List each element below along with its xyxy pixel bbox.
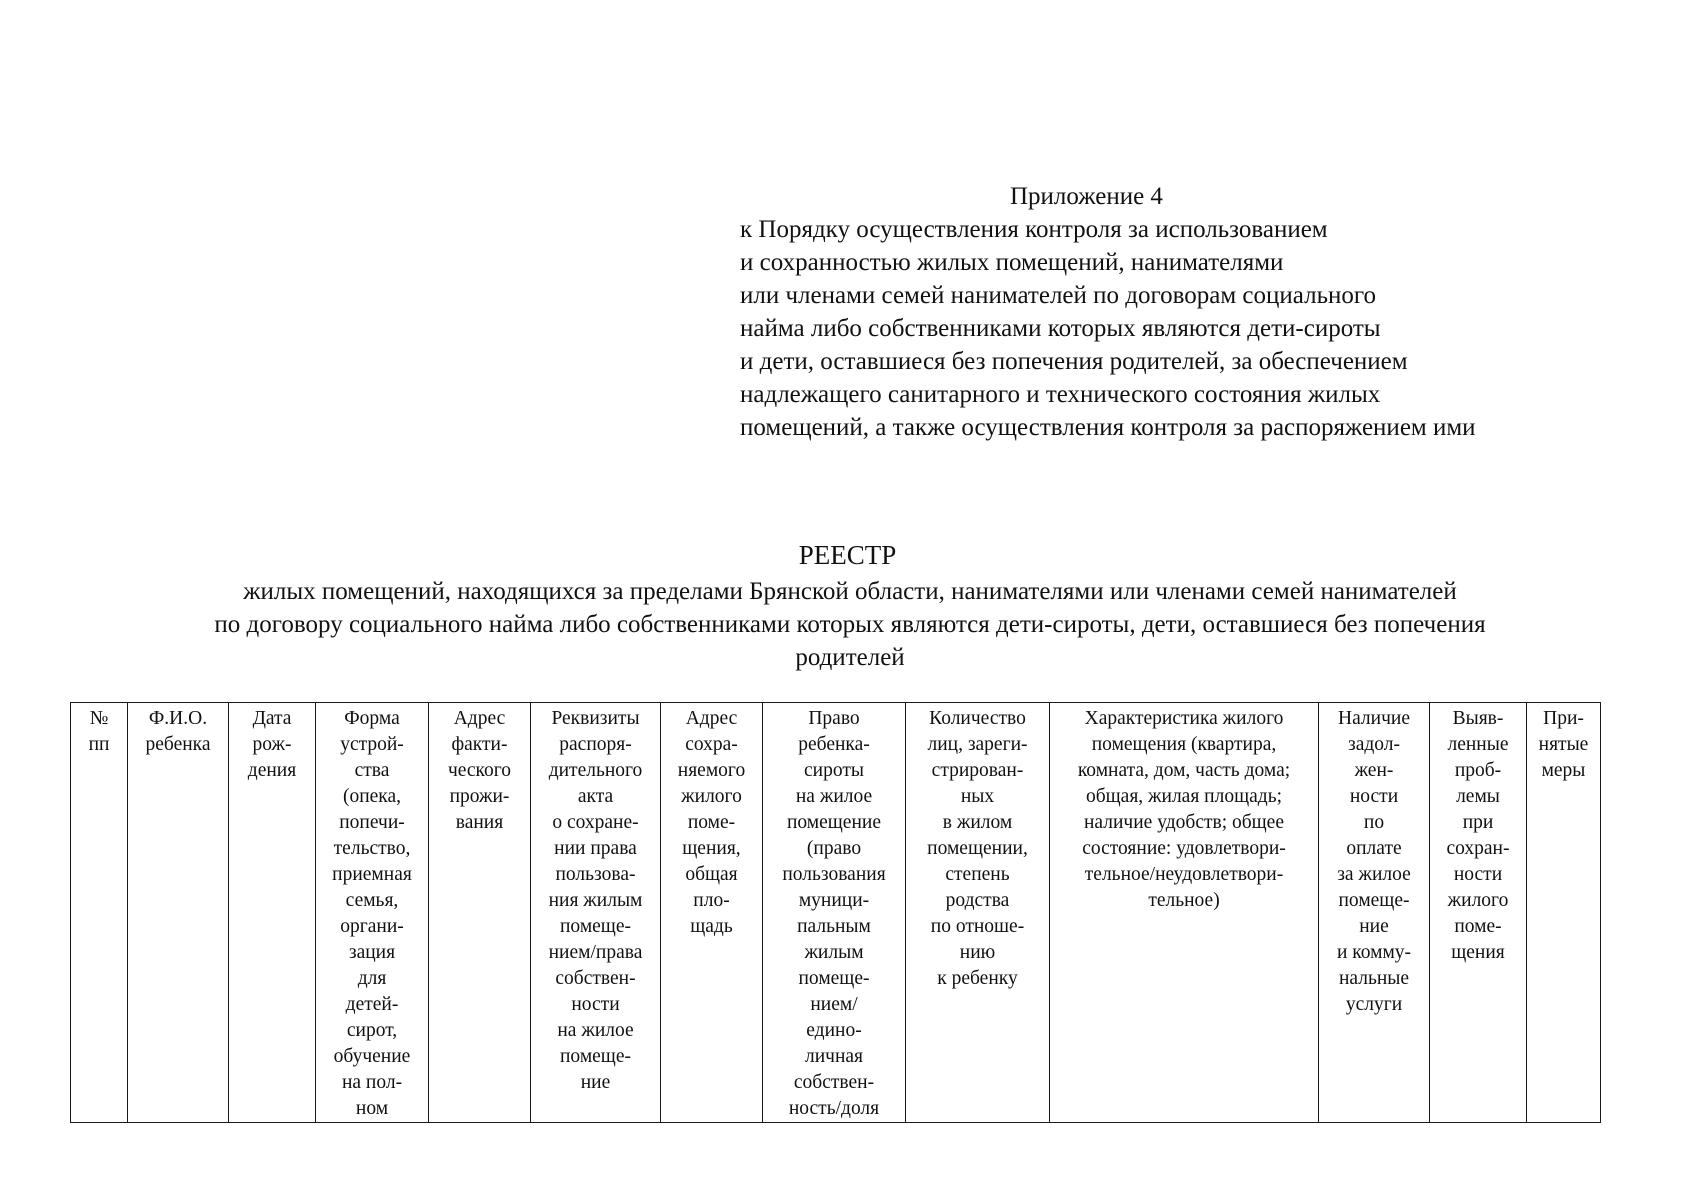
- registry-subtitle-line: жилых помещений, находящихся за пределами Брянской области, нанимателями или членами семей нанимателей: [243, 578, 1457, 605]
- appendix-line: к Порядку осуществления контроля за использованием: [740, 216, 1328, 243]
- registry-title: РЕЕСТР: [798, 540, 897, 570]
- header-cell-measures-taken: При- нятые меры: [1527, 703, 1601, 1123]
- appendix-block: [740, 180, 1640, 444]
- header-cell-registered-persons: Количество лиц, зареги- стрирован- ных в жилом помещении, степень родства по отноше- нию к ребенку: [906, 703, 1050, 1123]
- registry-subtitle-line: родителей: [795, 644, 905, 671]
- appendix-line: помещений, а также осуществления контроля за распоряжением ими: [740, 414, 1476, 441]
- appendix-line: найма либо собственниками которых являются дети-сироты: [740, 315, 1381, 342]
- header-cell-child-name: Ф.И.О. ребенка: [128, 703, 229, 1123]
- registry-subtitle: [100, 575, 1600, 674]
- header-cell-housing-right: Право ребенка- сироты на жилое помещение (право пользования муници- пальным жилым помеще- нием/ едино- личная собствен- ность/доля: [763, 703, 906, 1123]
- header-cell-actual-address: Адрес факти- ческого прожи- вания: [429, 703, 531, 1123]
- header-cell-identified-problems: Выяв- ленные проб- лемы при сохран- ности жилого поме- щения: [1430, 703, 1527, 1123]
- appendix-line: и сохранностью жилых помещений, нанимателями: [740, 249, 1284, 276]
- appendix-line: надлежащего санитарного и технического состояния жилых: [740, 381, 1381, 408]
- appendix-title: Приложение 4: [1010, 183, 1163, 210]
- registry-subtitle-line: по договору социального найма либо собственниками которых являются дети-сироты, дети, оставшиеся без попечения: [214, 611, 1486, 638]
- header-cell-number: № пп: [71, 703, 128, 1123]
- table-header-row: [71, 703, 1601, 1123]
- header-cell-birth-date: Дата рож- дения: [229, 703, 316, 1123]
- header-cell-placement-form: Форма устрой- ства (опека, попечи- тельство, приемная семья, органи- зация для детей- сирот, обучение на пол- ном: [316, 703, 429, 1123]
- appendix-line: или членами семей нанимателей по договорам социального: [740, 282, 1376, 309]
- appendix-line: и дети, оставшиеся без попечения родителей, за обеспечением: [740, 348, 1408, 375]
- registry-table: [70, 702, 1601, 1123]
- header-cell-retained-address: Адрес сохра- няемого жилого поме- щения, общая пло- щадь: [661, 703, 763, 1123]
- header-cell-order-details: Реквизиты распоря- дительного акта о сохране- нии права пользова- ния жилым помеще- нием/права собствен- ности на жилое помеще- ние: [531, 703, 661, 1123]
- header-cell-housing-characteristics: Характеристика жилого помещения (квартира, комната, дом, часть дома; общая, жилая площадь; наличие удобств; общее состояние: удовлетвори- тельное/неудовлетвори- тельное): [1050, 703, 1319, 1123]
- header-cell-utility-debt: Наличие задол- жен- ности по оплате за жилое помеще- ние и комму- нальные услуги: [1319, 703, 1430, 1123]
